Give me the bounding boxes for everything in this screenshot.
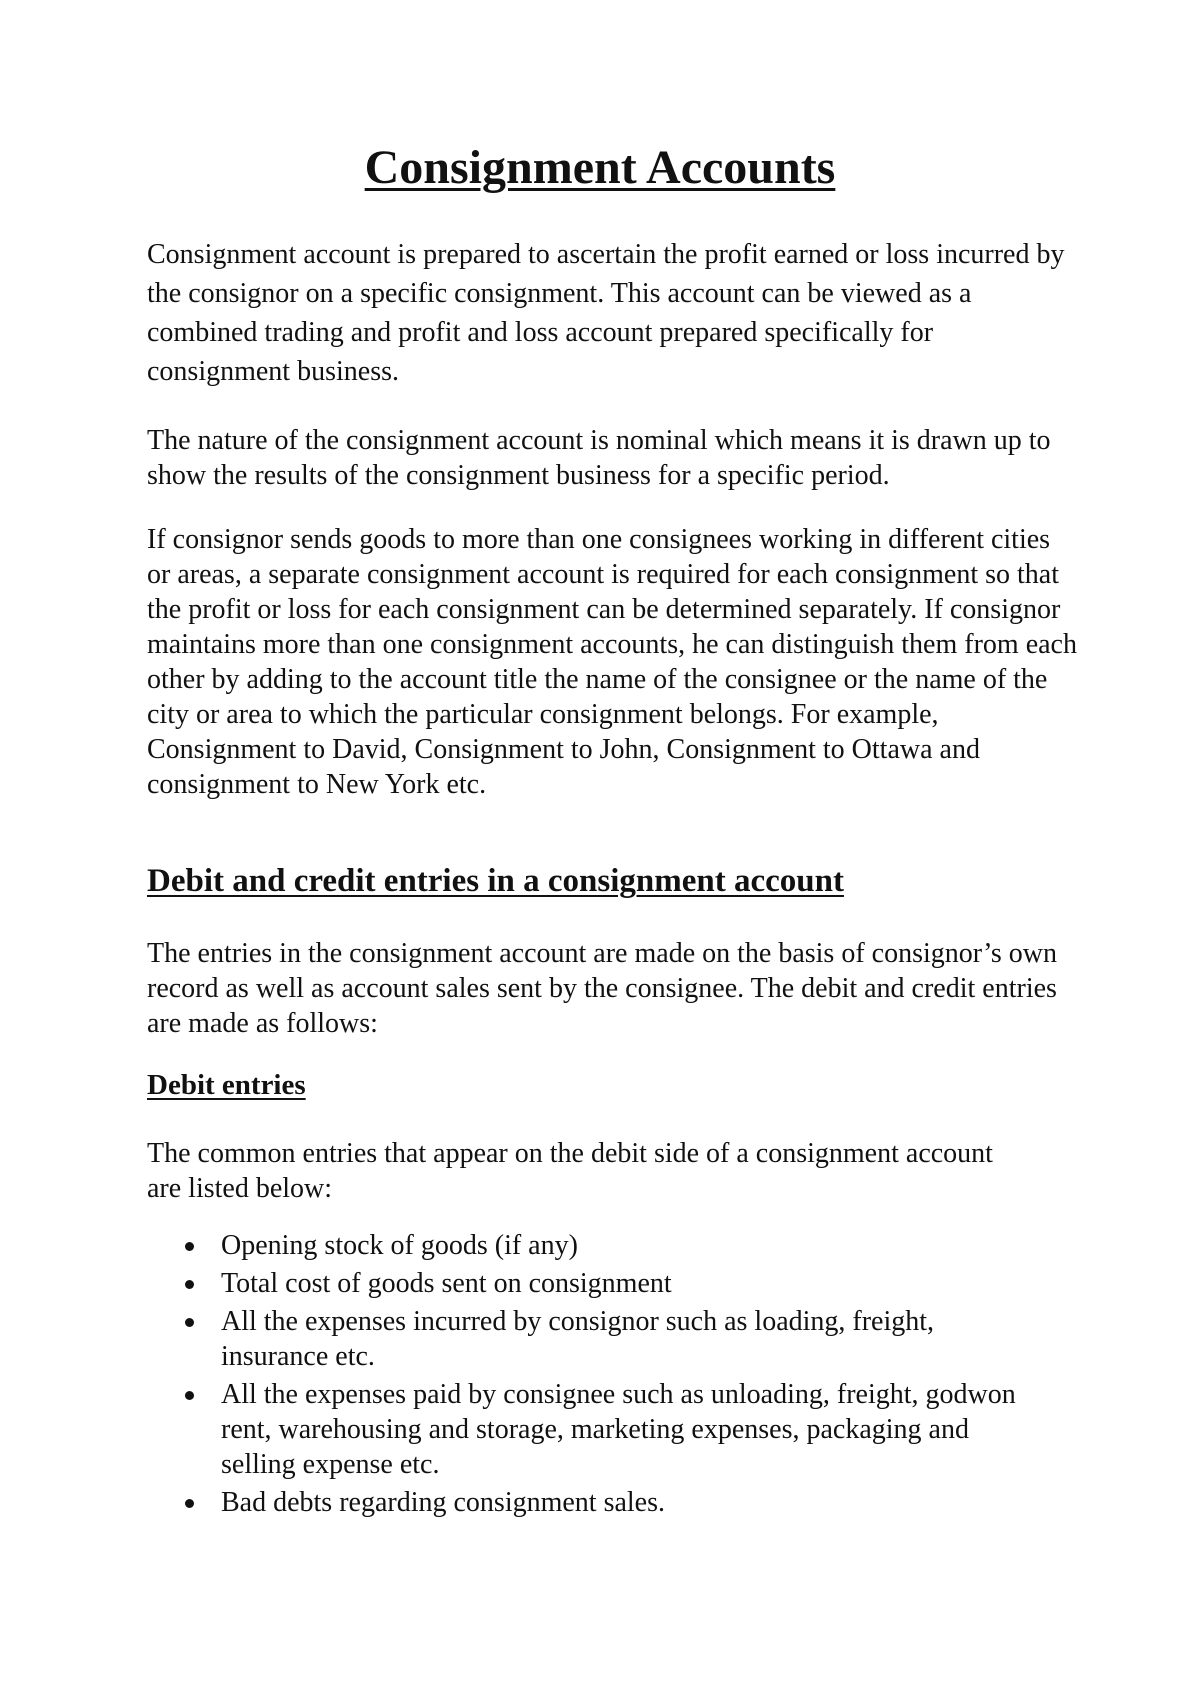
subsection-paragraph: The common entries that appear on the debit side of a consignment account are listed below: <box>147 1138 993 1204</box>
list-item <box>147 1266 1047 1301</box>
debit-entries-list <box>147 1228 1047 1523</box>
section-heading: Debit and credit entries in a consignment account <box>147 863 844 899</box>
list-item-text: Opening stock of goods (if any) <box>221 1230 578 1261</box>
bullet-icon <box>185 1499 194 1508</box>
section-paragraph: The entries in the consignment account are made on the basis of consignor’s own record as well as account sales sent by the consignee. The debit and credit entries are made as follows: <box>147 938 1058 1039</box>
list-item-text: Bad debts regarding consignment sales. <box>221 1487 666 1518</box>
subsection-heading: Debit entries <box>147 1069 306 1101</box>
list-item-text: All the expenses incurred by consignor such as loading, freight, insurance etc. <box>221 1306 935 1372</box>
bullet-icon <box>185 1242 194 1251</box>
list-item <box>147 1377 1047 1482</box>
list-item-text: Total cost of goods sent on consignment <box>221 1268 672 1299</box>
list-item-text: All the expenses paid by consignee such as unloading, freight, godwon rent, warehousing and storage, marketing expenses, packaging and selling expense etc. <box>221 1379 1016 1480</box>
bullet-icon <box>185 1280 194 1289</box>
list-item <box>147 1228 1047 1263</box>
intro-paragraph-2: The nature of the consignment account is nominal which means it is drawn up to show the results of the consignment business for a specific period. <box>147 425 1051 491</box>
list-item <box>147 1304 1047 1374</box>
page-title: Consignment Accounts <box>364 141 836 194</box>
intro-paragraph-1: Consignment account is prepared to ascertain the profit earned or loss incurred by the consignor on a specific consignment. This account can be viewed as a combined trading and profit and loss account prepared specifically for consignment business. <box>147 239 1065 387</box>
bullet-icon <box>185 1318 194 1327</box>
intro-paragraph-3: If consignor sends goods to more than one consignees working in different cities or areas, a separate consignment account is required for each consignment so that the profit or loss for each consignment can be determined separately. If consignor maintains more than one consignment accounts, he can distinguish them from each other by adding to the account title the name of the consignee or the name of the city or area to which the particular consignment belongs. For example, Consignment to David, Consignment to John, Consignment to Ottawa and consignment to New York etc. <box>147 524 1077 800</box>
list-item <box>147 1485 1047 1520</box>
bullet-icon <box>185 1391 194 1400</box>
